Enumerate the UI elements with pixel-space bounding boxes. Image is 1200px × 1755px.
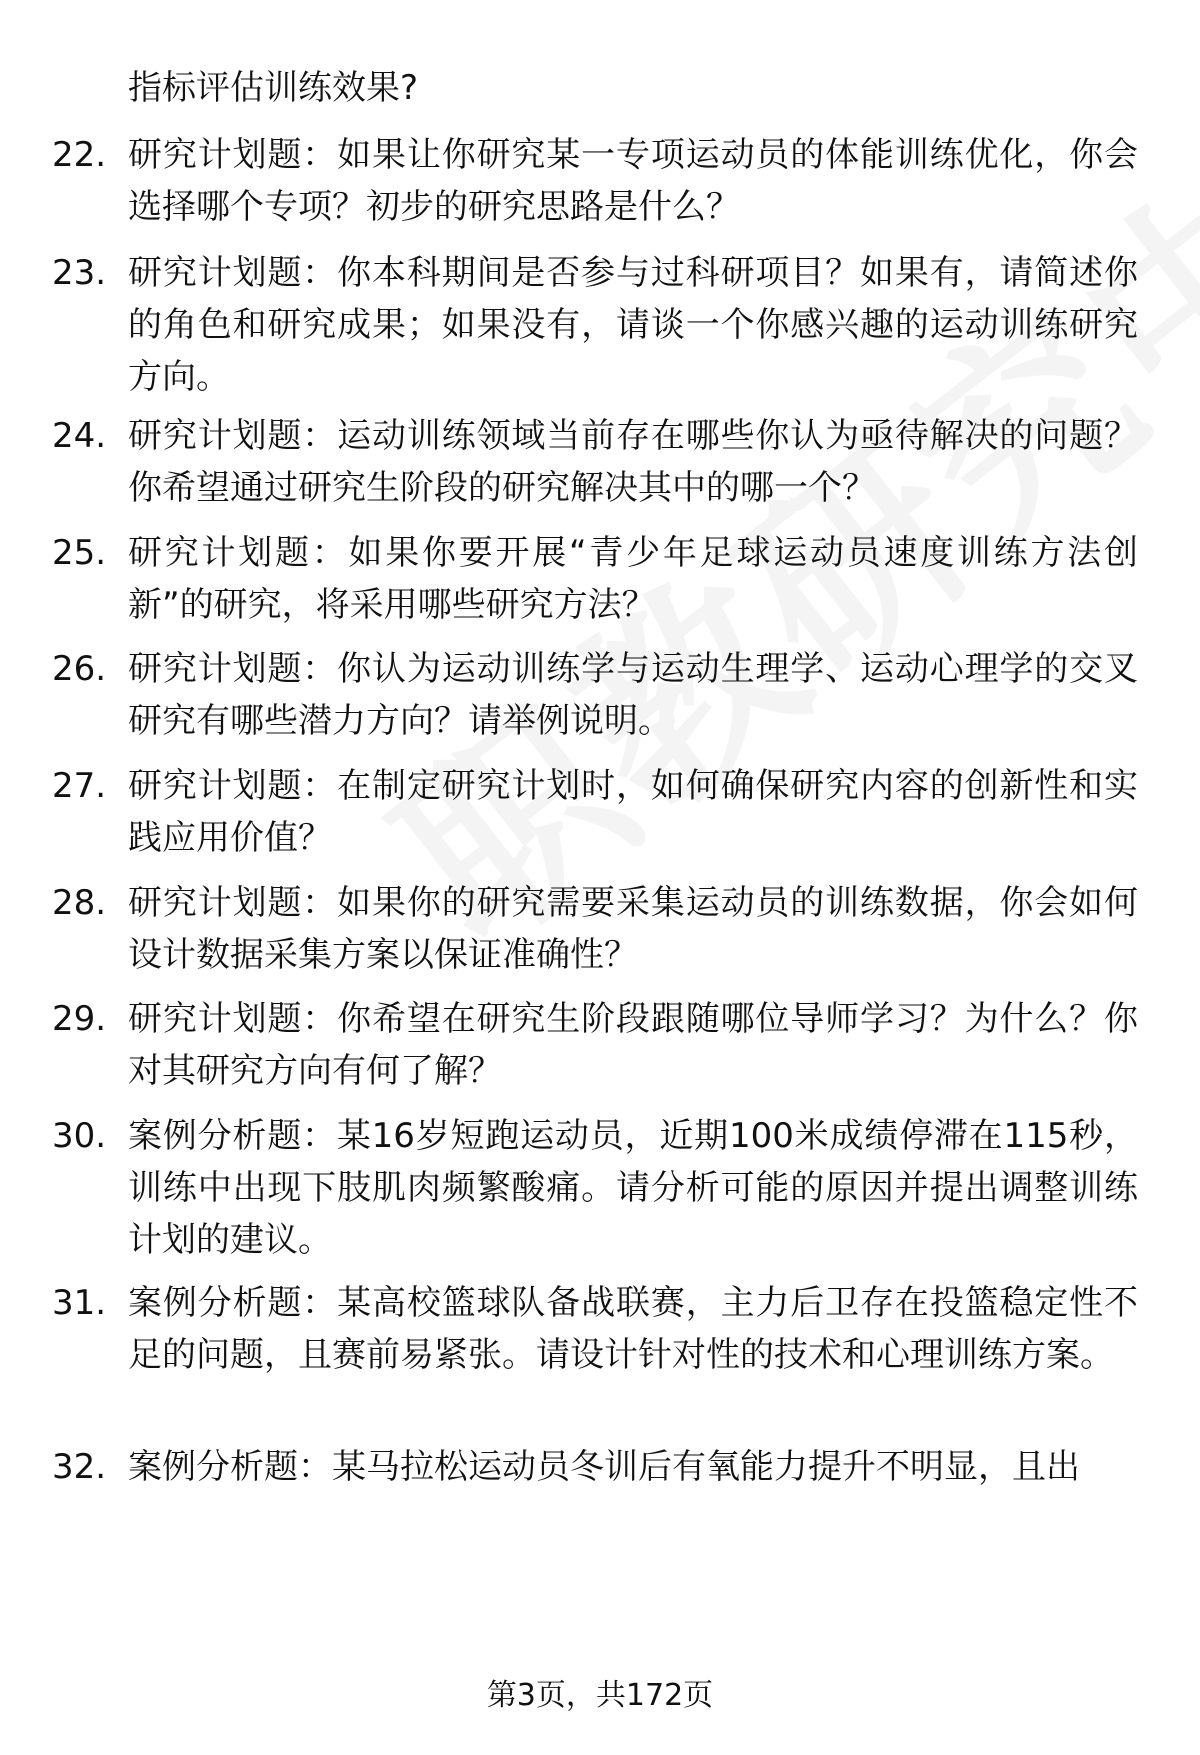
continuation-line: 指标评估训练效果? xyxy=(128,68,419,108)
question-text: 案例分析题：某高校篮球队备战联赛，主力后卫存在投篮稳定性不足的问题，且赛前易紧张。请设计针对性的技术和心理训练方案。 xyxy=(128,1283,1138,1375)
question-number: 31. xyxy=(52,1283,107,1323)
question-number: 27. xyxy=(52,766,107,806)
question-text: 研究计划题：你希望在研究生阶段跟随哪位导师学习？为什么？你对其研究方向有何了解？ xyxy=(128,999,1138,1091)
question-text: 案例分析题：某马拉松运动员冬训后有氧能力提升不明显，且出 xyxy=(128,1447,1080,1487)
question-text: 研究计划题：你本科期间是否参与过科研项目？如果有，请简述你的角色和研究成果；如果没有，请谈一个你感兴趣的运动训练研究方向。 xyxy=(128,253,1138,397)
question-number: 22. xyxy=(52,135,107,175)
question-number: 23. xyxy=(52,253,107,293)
question-text: 案例分析题：某16岁短跑运动员，近期100米成绩停滞在115秒，训练中出现下肢肌肉频繁酸痛。请分析可能的原因并提出调整训练计划的建议。 xyxy=(128,1116,1138,1260)
question-number: 28. xyxy=(52,883,107,923)
question-text: 研究计划题：运动训练领域当前存在哪些你认为亟待解决的问题？你希望通过研究生阶段的研究解决其中的哪一个？ xyxy=(128,416,1138,508)
page-footer: 第3页，共172页 xyxy=(486,1678,714,1713)
question-number: 30. xyxy=(52,1116,107,1156)
question-text: 研究计划题：在制定研究计划时，如何确保研究内容的创新性和实践应用价值？ xyxy=(128,766,1138,858)
question-number: 32. xyxy=(52,1447,107,1487)
question-number: 24. xyxy=(52,416,107,456)
question-text: 研究计划题：如果你要开展“青少年足球运动员速度训练方法创新”的研究，将采用哪些研究方法？ xyxy=(128,533,1138,625)
question-number: 26. xyxy=(52,649,107,689)
question-text: 研究计划题：如果让你研究某一专项运动员的体能训练优化，你会选择哪个专项？初步的研究思路是什么？ xyxy=(128,135,1138,227)
question-text: 研究计划题：如果你的研究需要采集运动员的训练数据，你会如何设计数据采集方案以保证准确性？ xyxy=(128,883,1138,975)
question-number: 29. xyxy=(52,999,107,1039)
question-number: 25. xyxy=(52,533,107,573)
question-text: 研究计划题：你认为运动训练学与运动生理学、运动心理学的交叉研究有哪些潜力方向？请举例说明。 xyxy=(128,649,1138,741)
